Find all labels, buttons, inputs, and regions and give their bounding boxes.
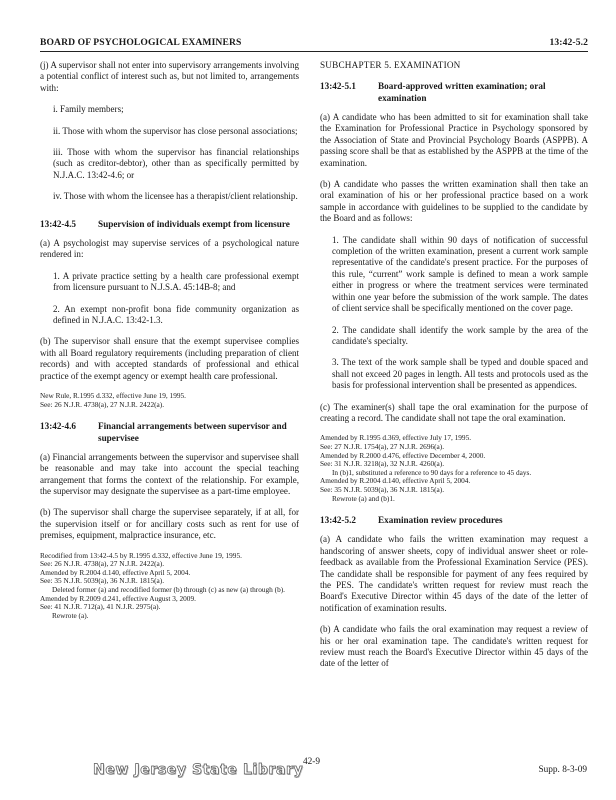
history-note: Amended by R.2009 d.241, effective August 3, 2009. [40, 593, 196, 603]
paragraph-a: (a) Financial arrangements between the supervisor and supervisee shall be reasonable and may take into account the special teaching arrangement that forms the context of the relationship. For example, the supervisor may designate the supervisee as a part-time employee. [40, 451, 299, 497]
list-item: iv. Those with whom the licensee has a therapist/client relationship. [53, 191, 298, 202]
section-heading-5-2 [320, 515, 588, 526]
library-logo: New Jersey State Library [93, 762, 304, 778]
paragraph-b: (b) A candidate who passes the written examination shall then take an oral examination of his or her professional practice based on a work sample in accordance with guidelines to be supplied to the candidate by the Board and as follows: [320, 179, 588, 224]
section-title: Board-approved written examination; oral examination [378, 81, 546, 103]
history-note: Amended by R.1995 d.369, effective July 17, 1995. [320, 433, 472, 443]
history-note: New Rule, R.1995 d.332, effective June 19, 1995. [40, 391, 186, 401]
paragraph-b: (b) A candidate who fails the oral examination may request a review of his or her oral examination tape. The candidate's written request for review must reach the Board's Executive Director within 45 days of the date of the letter of [320, 624, 588, 669]
history-note: Recodified from 13:42-4.5 by R.1995 d.332, effective June 19, 1995. [40, 550, 242, 560]
running-header [40, 37, 588, 52]
header-section-code: 13:42-5.2 [549, 37, 588, 48]
section-title: Financial arrangements between supervisor and supervisee [98, 421, 287, 443]
list-item: iii. Those with whom the supervisor has financial relationships (such as creditor-debtor), other than as specifically permitted by N.J.A.C. 13:42-4.6; or [53, 147, 299, 180]
history-notes [320, 434, 588, 503]
list-item: 2. The candidate shall identify the work sample by the area of the candidate's specialty. [332, 324, 588, 346]
history-note: See: 26 N.J.R. 4738(a), 27 N.J.R. 2422(a). [40, 399, 165, 409]
header-title: BOARD OF PSYCHOLOGICAL EXAMINERS [40, 37, 242, 48]
history-note: In (b)1, substituted a reference to 90 days for a reference to 45 days. [332, 467, 532, 477]
history-notes [40, 552, 299, 621]
history-note: See: 41 N.J.R. 712(a), 41 N.J.R. 2975(a). [40, 602, 161, 612]
history-note: See: 26 N.J.R. 4738(a), 27 N.J.R. 2422(a). [40, 559, 165, 569]
section-number: 13:42-5.2 [320, 515, 356, 526]
paragraph-a: (a) A psychologist may supervise services of a psychological nature rendered in: [40, 237, 299, 260]
list-item: 1. A private practice setting by a health care professional exempt from licensure pursuant to N.J.S.A. 45:14B-8; and [53, 270, 299, 293]
paragraph-a: (a) A candidate who has been admitted to sit for examination shall take the Examination for Professional Practice in Psychology sponsored by the Association of State and Provincial Psychology Boards (ASPPB). A passing score shall be that as established by the ASPPB at the time of the examination. [320, 112, 588, 168]
page-footer [0, 757, 616, 787]
section-title: Examination review procedures [378, 515, 503, 526]
history-note: See: 31 N.J.R. 3218(a), 32 N.J.R. 4260(a). [320, 459, 445, 469]
history-note: See: 35 N.J.R. 5039(a), 36 N.J.R. 1815(a). [40, 576, 165, 586]
list-item: 1. The candidate shall within 90 days of notification of successful completion of the written examination, present a current work sample representative of the candidate's present practice. For the purposes of this rule, “current” work sample is defined to mean a work sample either in progress or where the treatment services were terminated within one year before the submission of the work sample. The dates of client service shall be specifically mentioned on the cover page. [332, 234, 588, 314]
history-notes [40, 392, 299, 409]
list-item: i. Family members; [53, 104, 124, 115]
history-note: See: 27 N.J.R. 1754(a), 27 N.J.R. 2696(a). [320, 441, 445, 451]
page-number: 42-9 [303, 757, 321, 767]
paragraph-c: (c) The examiner(s) shall tape the oral examination for the purpose of creating a record. The candidate shall not tape the oral examination. [320, 401, 588, 423]
list-item: ii. Those with whom the supervisor has close personal associations; [53, 125, 298, 136]
list-item: 3. The text of the work sample shall be typed and double spaced and shall not exceed 20 pages in length. All tests and protocols used as the basis for professional intervention shall be presented as appendices. [332, 357, 588, 391]
section-number: 13:42-5.1 [320, 81, 356, 92]
section-heading-4-6 [40, 421, 299, 444]
paragraph-b: (b) The supervisor shall charge the supervisee separately, if at all, for the supervision itself or for ancillary costs such as rent for use of premises, equipment, malpractice insurance, etc. [40, 507, 299, 541]
subchapter-title: SUBCHAPTER 5. EXAMINATION [320, 60, 461, 70]
section-heading-4-5 [40, 219, 299, 230]
section-number: 13:42-4.6 [40, 421, 76, 432]
history-note: Amended by R.2004 d.140, effective April 5, 2004. [40, 567, 191, 577]
history-note: Rewrote (a) and (b)1. [332, 493, 395, 503]
section-title: Supervision of individuals exempt from licensure [98, 218, 290, 229]
paragraph-a: (a) A candidate who fails the written examination may request a handscoring of answer sheets, copy of individual answer sheet or role-feedback as available from the Professional Examination Service (PES). The candidate shall be responsible for payment of any fees required by the PES. The candidate's written request for review must reach the Board's Executive Director within 45 days of the date of the letter of notification of examination results. [320, 534, 588, 613]
paragraph-b: (b) The supervisor shall ensure that the exempt supervisee complies with all Board regulatory requirements (including preparation of client records) and with accepted standards of professional and ethical practice of the exempt agency or exempt health care professional. [40, 336, 299, 381]
supplement-date: Supp. 8-3-09 [538, 765, 587, 775]
left-column [40, 60, 299, 740]
history-note: Deleted former (a) and recodified former (b) through (c) as new (a) through (b). [52, 585, 285, 595]
history-note: See: 35 N.J.R. 5039(a), 36 N.J.R. 1815(a). [320, 484, 445, 494]
history-note: Rewrote (a). [52, 610, 89, 620]
right-column [320, 60, 588, 740]
section-heading-5-1 [320, 81, 588, 104]
history-note: Amended by R.2000 d.476, effective December 4, 2000. [320, 450, 486, 460]
list-item: 2. An exempt non-profit bona fide community organization as defined in N.J.A.C. 13:42-1.3. [53, 303, 299, 325]
history-note: Amended by R.2004 d.140, effective April 5, 2004. [320, 476, 471, 486]
paragraph-j: (j) A supervisor shall not enter into supervisory arrangements involving a potential conflict of interest such as, but not limited to, arrangements with: [40, 60, 299, 93]
section-number: 13:42-4.5 [40, 218, 76, 229]
